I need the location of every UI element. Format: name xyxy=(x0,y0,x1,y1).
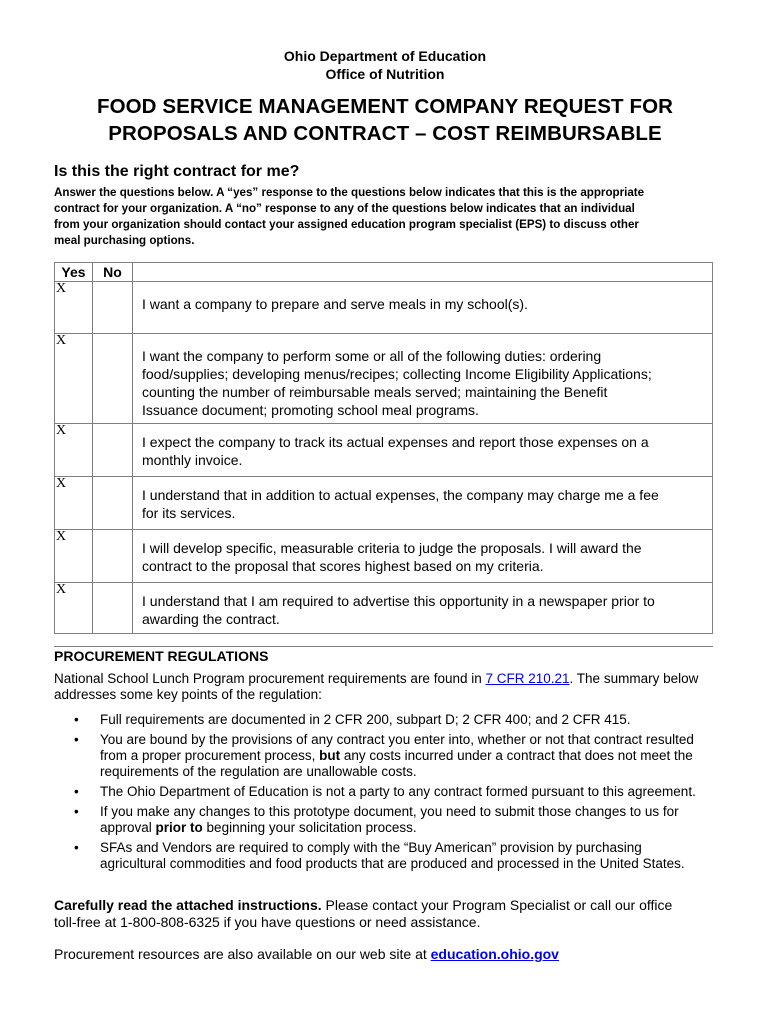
no-column-header: No xyxy=(93,263,133,282)
website-link[interactable]: education.ohio.gov xyxy=(430,946,559,962)
no-cell[interactable] xyxy=(93,334,133,424)
statement-line: for its services. xyxy=(142,505,236,521)
yes-cell[interactable]: X xyxy=(55,424,93,477)
cfr-link[interactable]: 7 CFR 210.21 xyxy=(485,671,570,686)
statement-line: Issuance document; promoting school meal programs. xyxy=(142,402,479,418)
intro-line: from your organization should contact your assigned education program specialist (EPS) to discuss other xyxy=(54,218,639,231)
statement-column-header xyxy=(133,263,713,282)
bullet-text: SFAs and Vendors are required to comply with the “Buy American” provision by purchasing xyxy=(100,840,642,855)
bullet-text: The Ohio Department of Education is not a party to any contract formed pursuant to this agreement. xyxy=(100,784,696,799)
bullet-text: agricultural commodities and food products that are produced and processed in the United States. xyxy=(100,856,685,871)
closing-text: Please contact your Program Specialist or call our office xyxy=(321,897,673,913)
no-cell[interactable] xyxy=(93,424,133,477)
bullet-icon: • xyxy=(74,732,79,747)
table-row xyxy=(55,334,713,424)
statement-cell xyxy=(133,583,713,634)
yes-cell[interactable]: X xyxy=(55,530,93,583)
statement-line: awarding the contract. xyxy=(142,611,280,627)
bullet-icon: • xyxy=(74,784,79,799)
yes-cell[interactable]: X xyxy=(55,282,93,334)
procurement-intro-line: addresses some key points of the regulation: xyxy=(54,687,322,702)
yes-cell[interactable]: X xyxy=(55,477,93,530)
bullet-emphasis: but xyxy=(319,748,341,763)
statement-line: I understand that I am required to advertise this opportunity in a newspaper prior to xyxy=(142,593,655,609)
procurement-intro xyxy=(54,671,724,703)
statement-line: I want a company to prepare and serve meals in my school(s). xyxy=(142,296,528,312)
no-cell[interactable] xyxy=(93,477,133,530)
bullet-text: If you make any changes to this prototype document, you need to submit those changes to us for xyxy=(100,804,679,819)
table-row xyxy=(55,424,713,477)
statement-line: I understand that in addition to actual expenses, the company may charge me a fee xyxy=(142,487,659,503)
intro-line: contract for your organization. A “no” response to any of the questions below indicates that an individual xyxy=(54,202,635,215)
yes-cell[interactable]: X xyxy=(55,334,93,424)
procurement-heading: PROCUREMENT REGULATIONS xyxy=(54,646,713,665)
bullet-text-part: approval xyxy=(100,820,156,835)
bullet-text: Full requirements are documented in 2 CFR 200, subpart D; 2 CFR 400; and 2 CFR 415. xyxy=(100,712,631,727)
statement-line: food/supplies; developing menus/recipes; collecting Income Eligibility Applications; xyxy=(142,366,652,382)
table-row xyxy=(55,477,713,530)
intro-line: Answer the questions below. A “yes” response to the questions below indicates that this is the appropriate xyxy=(54,186,645,199)
closing-line: toll-free at 1-800-808-6325 if you have questions or need assistance. xyxy=(54,914,481,930)
document-title-line-2: PROPOSALS AND CONTRACT – COST REIMBURSABLE xyxy=(108,122,662,145)
table-row xyxy=(55,282,713,334)
bullet-icon: • xyxy=(74,840,79,855)
yes-column-header: Yes xyxy=(55,263,93,282)
agency-name: Ohio Department of Education xyxy=(283,48,487,64)
intro-text-after-link: . The summary below xyxy=(569,671,699,686)
bullet-text-part: from a proper procurement process, xyxy=(100,748,320,763)
statement-cell xyxy=(133,424,713,477)
bullet-text: requirements of the regulation are unallowable costs. xyxy=(100,764,417,779)
bullet-icon: • xyxy=(74,712,79,727)
intro-line: meal purchasing options. xyxy=(54,234,195,247)
bullet-text xyxy=(100,748,714,764)
statement-cell xyxy=(133,334,713,424)
list-item xyxy=(54,732,714,780)
closing-instructions xyxy=(54,897,724,931)
list-item xyxy=(54,804,714,836)
resources-text: Procurement resources are also available on our web site at xyxy=(54,946,431,962)
statement-cell xyxy=(133,282,713,334)
yes-cell[interactable]: X xyxy=(55,583,93,634)
instructions-emphasis: Carefully read the attached instructions. xyxy=(54,897,322,913)
intro-paragraph xyxy=(54,185,714,249)
statement-cell xyxy=(133,477,713,530)
closing-line xyxy=(54,897,724,914)
bullet-text: You are bound by the provisions of any contract you enter into, whether or not that contract resulted xyxy=(100,732,694,747)
statement-line: contract to the proposal that scores highest based on my criteria. xyxy=(142,558,544,574)
statement-line: I expect the company to track its actual expenses and report those expenses on a xyxy=(142,434,649,450)
resources-paragraph xyxy=(54,946,724,962)
no-cell[interactable] xyxy=(93,282,133,334)
list-item xyxy=(54,784,714,800)
statement-line: counting the number of reimbursable meals served; maintaining the Benefit xyxy=(142,384,608,400)
bullet-text-part: any costs incurred under a contract that does not meet the xyxy=(340,748,693,763)
table-header-row xyxy=(55,263,713,282)
office-name: Office of Nutrition xyxy=(325,66,445,82)
regulation-bullet-list xyxy=(54,712,714,876)
intro-text-before-link: National School Lunch Program procurement requirements are found in xyxy=(54,671,486,686)
bullet-icon: • xyxy=(74,804,79,819)
document-title-line-1: FOOD SERVICE MANAGEMENT COMPANY REQUEST FOR xyxy=(96,95,674,118)
table-row xyxy=(55,583,713,634)
bullet-text xyxy=(100,820,714,836)
list-item xyxy=(54,712,714,728)
list-item xyxy=(54,840,714,872)
statement-cell xyxy=(133,530,713,583)
table-row xyxy=(55,530,713,583)
no-cell[interactable] xyxy=(93,583,133,634)
statement-line: monthly invoice. xyxy=(142,452,243,468)
statement-line: I want the company to perform some or all of the following duties: ordering xyxy=(142,348,602,364)
bullet-emphasis: prior to xyxy=(155,820,203,835)
procurement-intro-line xyxy=(54,671,724,687)
eligibility-questions-table xyxy=(54,262,713,634)
question-heading: Is this the right contract for me? xyxy=(54,163,300,180)
resources-line xyxy=(54,946,724,962)
bullet-text-part: beginning your solicitation process. xyxy=(202,820,417,835)
statement-line: I will develop specific, measurable criteria to judge the proposals. I will award the xyxy=(142,540,642,556)
no-cell[interactable] xyxy=(93,530,133,583)
